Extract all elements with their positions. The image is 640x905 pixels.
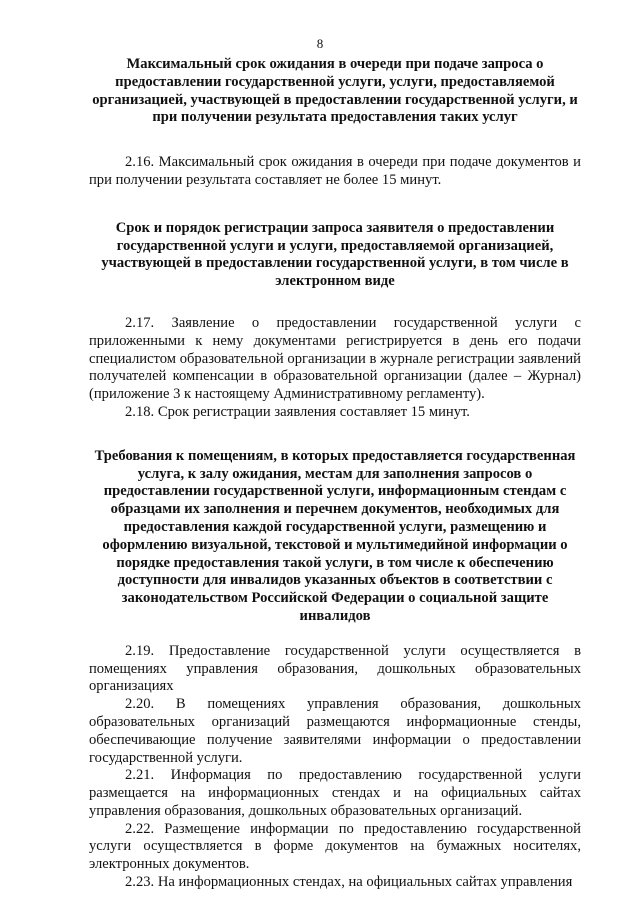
section-heading-registration: Срок и порядок регистрации запроса заявителя о предоставлении государственной услуги и услуги, предоставляемой организацией, участвующей в предоставлении государственной услуги, в том числе в электронном виде	[101, 219, 569, 290]
page-number: 8	[316, 36, 324, 51]
paragraph-2-21: 2.21. Информация по предоставлению государственной услуги размещается на информационных стендах и на официальных сайтах управления образования, дошкольных образовательных организаций.	[89, 767, 581, 819]
section-heading-premises-requirements: Требования к помещениям, в которых предоставляется государственная услуга, к залу ожидания, местам для заполнения запросов о предоставлении государственной услуги, информационным стендам с образцами их заполнения и перечнем документов, необходимых для предоставления каждой государственной услуги, размещению и оформлению визуальной, текстовой и мультимедийной информации о порядке предоставления такой услуги, в том числе к обеспечению доступности для инвалидов указанных объектов в соответствии с законодательством Российской Федерации о социальной защите инвалидов	[94, 447, 576, 624]
paragraph-2-18: 2.18. Срок регистрации заявления составляет 15 минут.	[125, 403, 470, 420]
paragraph-2-16: 2.16. Максимальный срок ожидания в очереди при подаче документов и при получении результата составляет не более 15 минут.	[89, 154, 581, 188]
document-body	[89, 56, 581, 892]
section-heading-queue-time: Максимальный срок ожидания в очереди при подаче запроса о предоставлении государственной услуги, услуги, предоставляемой организацией, участвующей в предоставлении государственной услуги, и при получении результата предоставления таких услуг	[92, 56, 578, 126]
paragraph-2-22: 2.22. Размещение информации по предоставлению государственной услуги осуществляется в форме документов на бумажных носителях, электронных документов.	[89, 820, 581, 873]
paragraph-2-20: 2.20. В помещениях управления образования, дошкольных образовательных организаций размещаются информационные стенды, обеспечивающие получение заявителями информации о предоставлении государственной услуги.	[89, 696, 581, 766]
paragraph-2-23: 2.23. На информационных стендах, на официальных сайтах управления	[125, 874, 573, 891]
paragraph-2-19: 2.19. Предоставление государственной услуги осуществляется в помещениях управления образования, дошкольных образовательных организациях	[89, 642, 581, 695]
paragraph-2-17: 2.17. Заявление о предоставлении государственной услуги с приложенными к нему документами регистрируется в день его подачи специалистом образовательной организации в журнале регистрации заявлений получателей компенсации в образовательной организации (далее – Журнал) (приложение 3 к настоящему Административному регламенту).	[89, 314, 581, 403]
